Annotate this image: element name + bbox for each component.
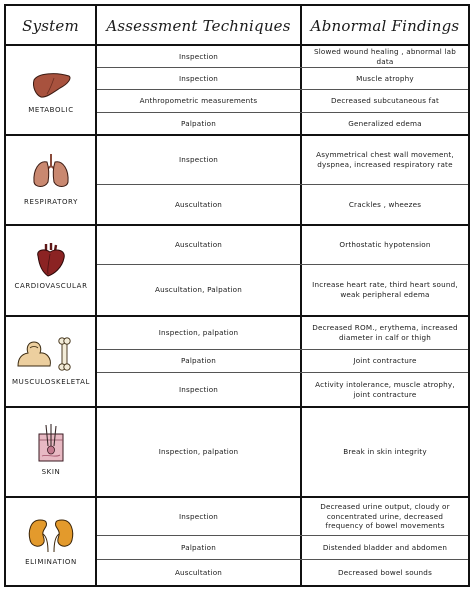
system-label-metabolic: METABOLIC (28, 106, 74, 114)
technique-cell: Auscultation (174, 240, 223, 250)
finding-cell: Asymmetrical chest wall movement, dyspnea, increased respiratory rate (316, 150, 454, 169)
technique-cell: Auscultation, Palpation (154, 285, 243, 295)
system-label-skin: SKIN (41, 468, 61, 476)
finding-cell: Decreased bowel sounds (337, 567, 433, 577)
finding-cell: Decreased ROM., erythema, increased diameter in calf or thigh (312, 323, 458, 342)
technique-cell: Inspection, palpation (158, 447, 239, 457)
technique-cell: Palpation (181, 542, 216, 552)
system-label-musculoskeletal: MUSCULOSKELETAL (12, 378, 90, 386)
finding-cell: Generalized edema (348, 118, 422, 128)
finding-cell: Increase heart rate, third heart sound, weak peripheral edema (312, 280, 458, 299)
technique-cell: Inspection (178, 155, 219, 165)
technique-cell: Inspection (178, 511, 219, 521)
liver-icon (32, 72, 72, 100)
technique-cell: Inspection (178, 51, 219, 61)
system-label-cardiovascular: CARDIOVASCULAR (14, 282, 88, 290)
finding-cell: Break in skin integrity (343, 447, 427, 457)
heart-icon (34, 242, 68, 278)
technique-cell: Anthropometric measurements (139, 96, 258, 106)
technique-cell: Inspection (178, 73, 219, 83)
system-label-respiratory: RESPIRATORY (24, 198, 78, 206)
skin-layers-icon (38, 424, 64, 462)
finding-cell: Activity intolerance, muscle atrophy, joint contracture (315, 379, 455, 399)
kidneys-icon (26, 518, 76, 554)
technique-cell: Inspection (178, 384, 219, 394)
finding-cell: Decreased urine output, cloudy or concentrated urine, decreased frequency of bowel movements (320, 501, 450, 531)
technique-cell: Auscultation (174, 199, 223, 209)
finding-cell: Slowed wound healing , abnormal lab data (313, 46, 457, 66)
finding-cell: Decreased subcutaneous fat (330, 96, 440, 106)
finding-cell: Distended bladder and abdomen (322, 542, 448, 552)
finding-cell: Crackles , wheezes (348, 199, 422, 209)
assessment-table (4, 4, 470, 587)
technique-cell: Palpation (181, 118, 216, 128)
finding-cell: Joint contracture (353, 356, 417, 366)
technique-cell: Inspection, palpation (158, 328, 239, 338)
finding-cell: Orthostatic hypotension (339, 240, 431, 250)
technique-cell: Palpation (181, 356, 216, 366)
system-label-elimination: ELIMINATION (25, 558, 77, 566)
header-findings: Abnormal Findings (310, 16, 460, 35)
header-system: System (22, 16, 79, 35)
lungs-icon (31, 152, 71, 190)
muscle-bone-icon (14, 336, 76, 372)
finding-cell: Muscle atrophy (356, 73, 414, 83)
header-techniques: Assessment Techniques (106, 16, 291, 35)
technique-cell: Auscultation (174, 567, 223, 577)
